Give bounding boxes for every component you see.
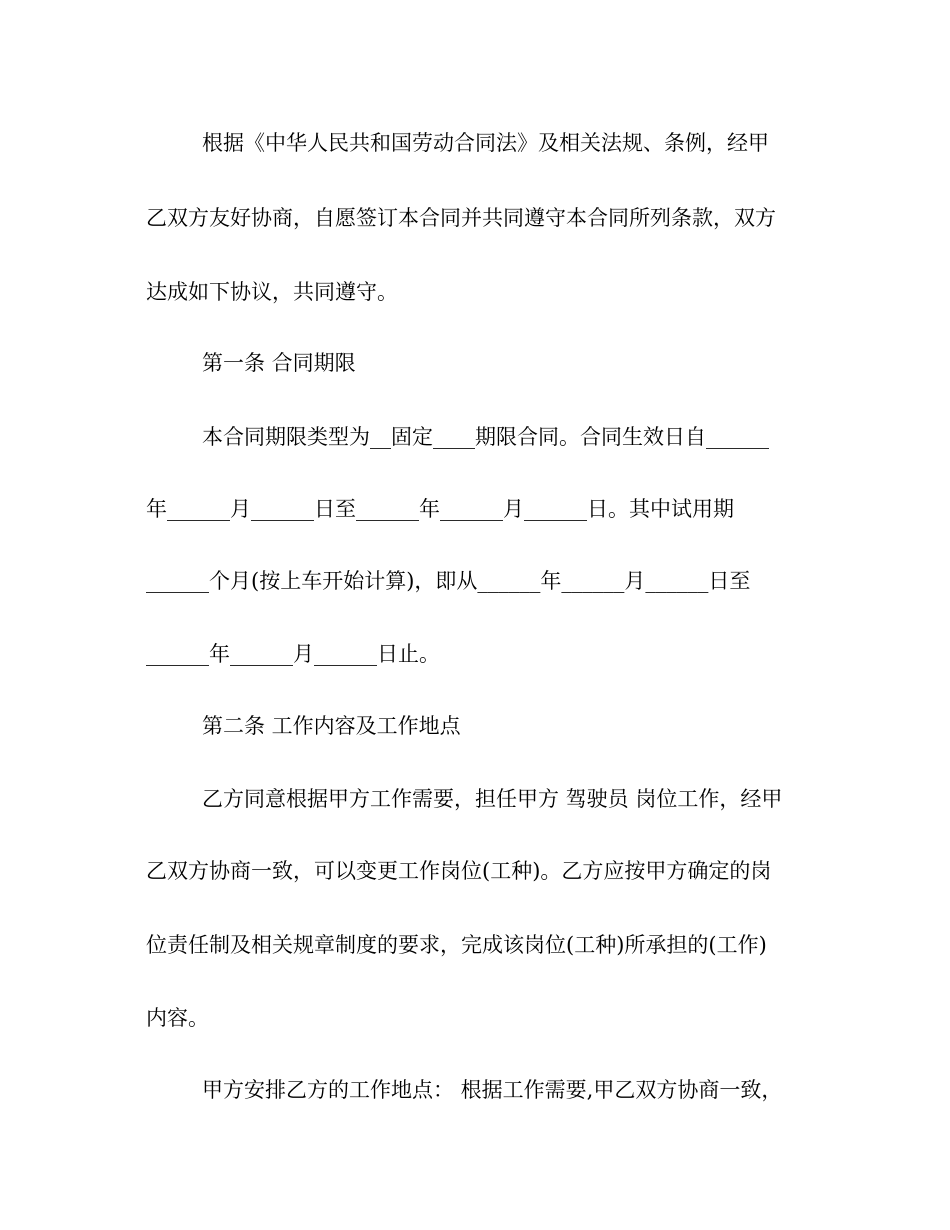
article-2-content-line-2: 乙双方协商一致，可以变更工作岗位(工种)。乙方应按甲方确定的岗 xyxy=(146,859,772,883)
article-1-heading: 第一条 合同期限 xyxy=(202,351,356,375)
article-1-term-line-3: ______个月(按上车开始计算)，即从______年______月______日至 xyxy=(146,569,751,593)
article-1-term-line-2: 年______月______日至______年______月______日。其中试用期 xyxy=(146,497,734,521)
article-2-content-line-4: 内容。 xyxy=(146,1006,209,1030)
article-2-content-line-3: 位责任制及相关规章制度的要求，完成该岗位(工种)所承担的(工作) xyxy=(146,933,767,957)
paragraph-intro-line-3: 达成如下协议，共同遵守。 xyxy=(146,280,398,304)
article-1-term-line-4: ______年______月______日止。 xyxy=(146,642,440,666)
paragraph-intro-line-2: 乙双方友好协商，自愿签订本合同并共同遵守本合同所列条款，双方 xyxy=(146,206,776,230)
paragraph-intro-line-1: 根据《中华人民共和国劳动合同法》及相关法规、条例，经甲 xyxy=(202,131,769,155)
work-location-line-1: 甲方安排乙方的工作地点： 根据工作需要,甲乙双方协商一致， xyxy=(202,1078,783,1102)
article-1-term-line-1: 本合同期限类型为__固定____期限合同。合同生效日自______ xyxy=(202,425,769,449)
article-2-heading: 第二条 工作内容及工作地点 xyxy=(202,714,461,738)
article-2-content-line-1: 乙方同意根据甲方工作需要，担任甲方 驾驶员 岗位工作，经甲 xyxy=(202,787,783,811)
